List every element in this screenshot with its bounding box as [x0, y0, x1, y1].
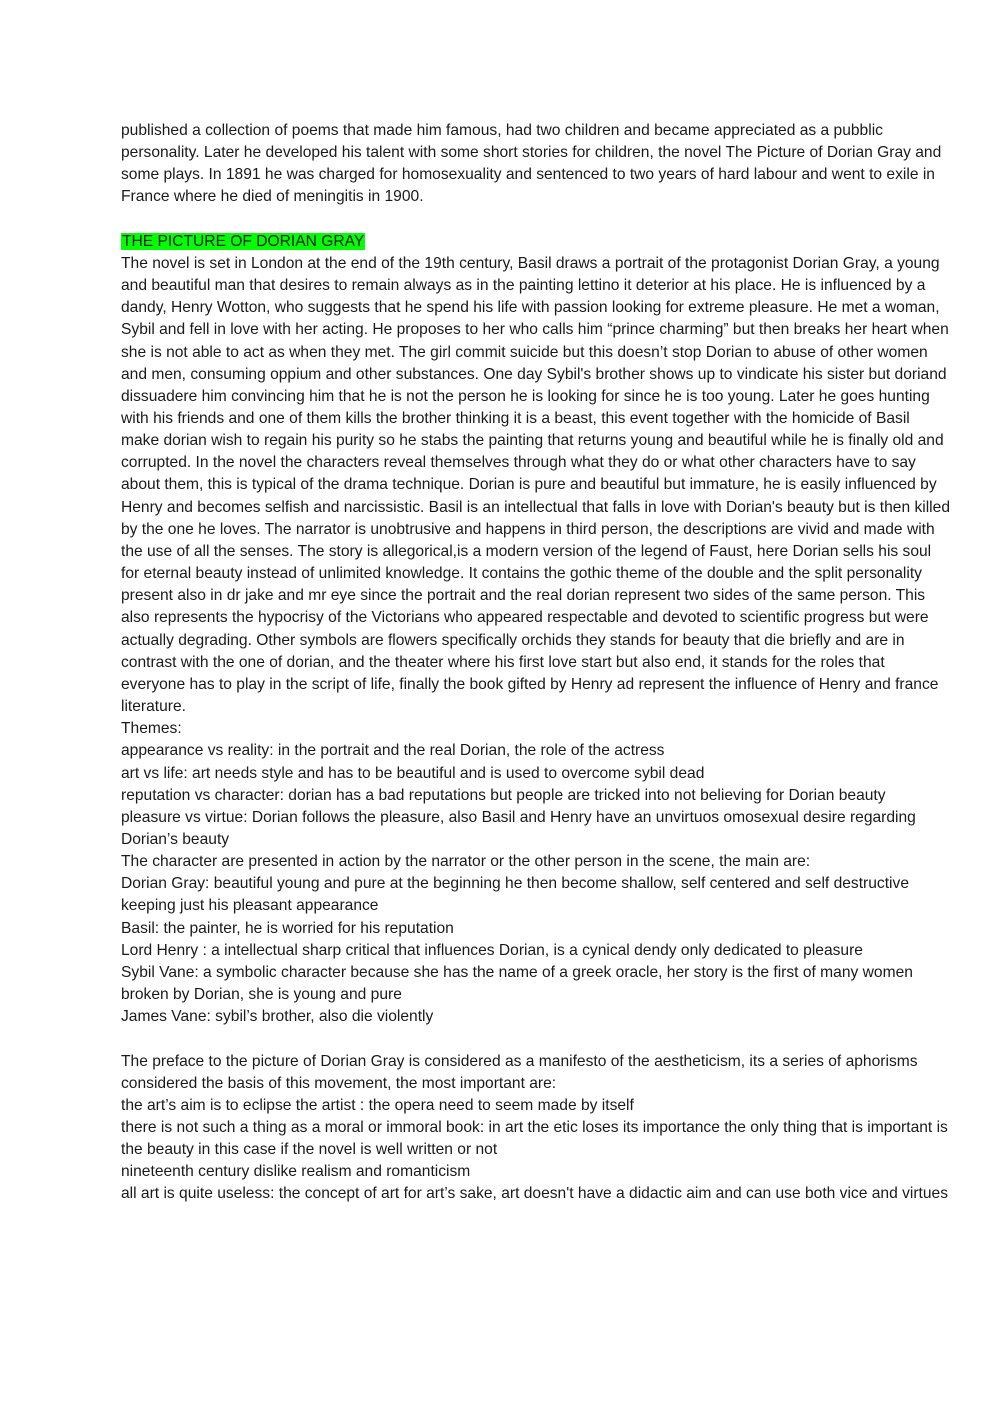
preface-intro: The preface to the picture of Dorian Gray is considered as a manifesto of the aestheticism, its a series of aphorisms considered the basis of this movement, the most important are:	[121, 1052, 918, 1092]
aphorism-item: the art’s aim is to eclipse the artist : the opera need to seem made by itself	[121, 1096, 634, 1114]
character-item: Sybil Vane: a symbolic character because she has the name of a greek oracle, her story is the first of many women broken by Dorian, she is young and pure	[121, 963, 913, 1004]
theme-item: reputation vs character: dorian has a bad reputations but people are tricked into not believing for Dorian beauty	[121, 786, 886, 804]
paragraph-gap	[121, 209, 951, 231]
character-item: James Vane: sybil’s brother, also die violently	[121, 1008, 434, 1026]
section-heading: THE PICTURE OF DORIAN GRAY	[122, 232, 365, 250]
theme-item: pleasure vs virtue: Dorian follows the pleasure, also Basil and Henry have an unvirtuos omosexual desire regarding Dorian’s beauty	[121, 808, 916, 848]
summary-paragraph: The novel is set in London at the end of the 19th century, Basil draws a portrait of the protagonist Dorian Gray, a young and beautiful man that desires to remain always as in the painting lettino it deterior at his place. He is influenced by a dandy, Henry Wotton, who suggests that he spend his life with passion looking for extreme pleasure. He met a woman, Sybil and fell in love with her acting. He proposes to her who calls him “prince charming” but then breaks her heart when she is not able to act as when they met. The girl commit suicide but this doesn’t stop Dorian to abuse of other women and men, consuming oppium and other substances. One day Sybil's brother shows up to vindicate his sister but doriand dissuadere him convincing him that he is not the person he is looking for since he is too young. Later he goes hunting with his friends and one of them kills the brother thinking it is a beast, this event together with the homicide of Basil make dorian wish to regain his purity so he stabs the painting that returns young and beautiful while he is finally old and corrupted. In the novel the characters reveal themselves through what they do or what other characters have to say about them, this is typical of the drama technique. Dorian is pure and beautiful but immature, he is easily influenced by Henry and becomes selfish and narcissistic. Basil is an intellectual that falls in love with Dorian's beauty but is then killed by the one he loves. The narrator is unobtrusive and happens in third person, the descriptions are vivid and made with the use of all the senses. The story is allegorical,is a modern version of the legend of Faust, here Dorian sells his soul for eternal beauty instead of unlimited knowledge. It contains the gothic theme of the double and the split personality present also in dr jake and mr eye since the portrait and the real dorian represent two sides of the same person. This also represents the hypocrisy of the Victorians who appeared respectable and devoted to scientific progress but were actually degrading. Other symbols are flowers specifically orchids they stands for beauty that die briefly and are in contrast with the one of dorian, and the theater where his first love start but also end, it stands for the roles that everyone has to play in the script of life, finally the book gifted by Henry ad represent the influence of Henry and france literature.	[121, 254, 950, 716]
theme-item: appearance vs reality: in the portrait and the real Dorian, the role of the actress	[121, 742, 665, 760]
aphorism-item: there is not such a thing as a moral or immoral book: in art the etic loses its importance the only thing that is important is the beauty in this case if the novel is well written or not	[121, 1119, 948, 1159]
character-item: Basil: the painter, he is worried for his reputation	[121, 919, 454, 937]
themes-label: Themes:	[121, 720, 182, 738]
aphorism-item: all art is quite useless: the concept of art for art’s sake, art doesn't have a didactic aim and can use both vice and virtues	[121, 1185, 949, 1203]
aphorism-item: nineteenth century dislike realism and romanticism	[121, 1163, 471, 1181]
theme-item: art vs life: art needs style and has to be beautiful and is used to overcome sybil dead	[121, 764, 705, 782]
character-item: Lord Henry : a intellectual sharp critical that influences Dorian, is a cynical dendy only dedicated to pleasure	[121, 941, 863, 959]
document-page	[121, 120, 951, 1206]
character-item: Dorian Gray: beautiful young and pure at the beginning he then become shallow, self centered and self destructive keeping just his pleasant appearance	[121, 875, 909, 915]
paragraph-gap	[121, 1028, 951, 1050]
intro-paragraph: published a collection of poems that made him famous, had two children and became appreciated as a pubblic personality. Later he developed his talent with some short stories for children, the novel The Picture of Dorian Gray and some plays. In 1891 he was charged for homosexuality and sentenced to two years of hard labour and went to exile in France where he died of meningitis in 1900.	[121, 122, 942, 206]
section-heading-line	[121, 231, 951, 253]
characters-intro: The character are presented in action by the narrator or the other person in the scene, the main are:	[121, 853, 811, 871]
